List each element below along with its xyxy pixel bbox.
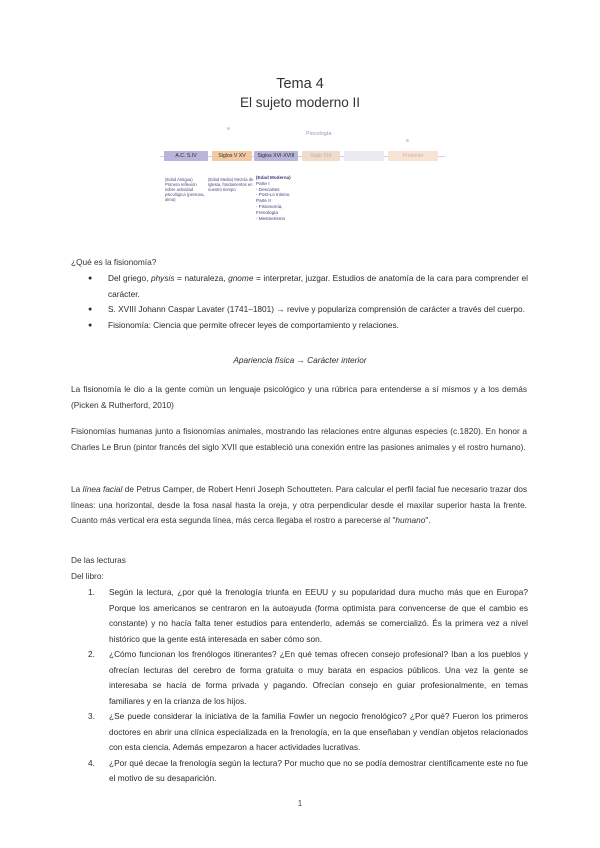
moderna-title: (Edad Moderna): [256, 175, 291, 180]
section-question: ¿Qué es la fisionomía?: [71, 257, 157, 267]
moderna-item: Parte I: [256, 180, 270, 186]
page-title: Tema 4: [276, 76, 324, 92]
moderna-item: - Mesmerismo: [256, 215, 286, 221]
bullet-item: ● Fisionomía: Ciencia que permite ofrecer leyes de comportamiento y relaciones.: [88, 318, 528, 334]
readings-heading: De las lecturas: [71, 555, 126, 565]
page-number: 1: [297, 799, 303, 808]
timeline-label-psicologia: Psicología: [306, 131, 332, 137]
moderna-item: Frenología: [256, 209, 278, 215]
paragraph-2: Fisionomías humanas junto a fisionomías animales, mostrando las relaciones entre algunas especies (c.1820). En honor a Charles Le Brun (pintor francés del siglo XVII que estableció una conexión entre las pasiones animales y el rostro humano).: [71, 426, 527, 452]
bullet-item: ● Del griego, physis = naturaleza, gnome = interpretar, juzgar. Estudios de anatomía de la cara para comprender el carácter.: [88, 271, 528, 302]
timeline-marker: [227, 127, 230, 130]
timeline-box-antigua: A.C. S.IV: [164, 151, 208, 161]
timeline-note-moderna: [256, 175, 316, 221]
page-subtitle: El sujeto moderno II: [239, 95, 361, 110]
bullet-item: ● S. XVIII Johann Caspar Lavater (1741–1801) → revive y populariza comprensión de carácter a través del cuerpo.: [88, 302, 528, 318]
timeline-diagram: [160, 125, 450, 235]
moderna-item: - Descartes: [256, 186, 280, 192]
numbered-list: [88, 585, 528, 787]
timeline-box-blank: [344, 151, 384, 161]
formula-line: Apariencia física → Carácter interior: [233, 355, 367, 365]
list-item: 1. Según la lectura, ¿por qué la frenología triunfa en EEUU y su popularidad dura mucho más que en Europa? Porque los americanos se centraron en la autoayuda (forma optimista para convencerse de que el cambio es constante) y no hacía falta tener estudios para entenderlo, además se comercializó. És la primera vez a nivel histórico que la gente está interesada en saber cómo son.: [88, 587, 528, 644]
timeline-note-media: (Edad Media) Mezcla de Iglesia, fondamentos en nuestro tiempo: [208, 177, 254, 192]
timeline-box-siglo-xix: Siglo XIX: [302, 151, 340, 161]
readings-subheading: Del libro:: [71, 571, 104, 581]
timeline-box-moderna: Siglos XVI-XVIII: [254, 151, 298, 161]
timeline-note-antigua: (Edad Antigua) Primera reflexión sobre actividad psicológica (persona, alma): [165, 177, 205, 202]
list-item: 4. ¿Por qué decae la frenología según la lectura? Por mucho que no se podía demostrar científicamente este no fue el motivo de su desaparición.: [88, 757, 528, 783]
paragraph-3: La línea facial de Petrus Camper, de Robert Henri Joseph Schoutteten. Para calcular el perfil facial fue necesario trazar dos líneas: una horizontal, desde la fosa nasal hasta la oreja, y otra perpendicular desde el maxilar superior hasta la frente. Cuanto más vertical era esta segunda línea, más cerca llegaba el rostro a parecerse al "humano".: [71, 484, 527, 525]
moderna-item: Parte II: [256, 198, 271, 204]
timeline-box-presente: Presente: [388, 151, 438, 161]
paragraph-1: La fisionomía le dio a la gente común un lenguaje psicológico y una rúbrica para entenderse a sí mismos y a los demás (Picken & Rutherford, 2010): [71, 384, 527, 410]
timeline-box-media: Siglos V XV: [212, 151, 252, 161]
moderna-item: - Fisionomía,: [256, 203, 283, 209]
list-item: 2. ¿Cómo funcionan los frenólogos itinerantes? ¿En qué temas ofrecen consejo profesional? Iban a los pueblos y ofrecían lecturas del cerebro de forma gratuita o muy barata en espacios públicos. Una vez la gente se interesaba se hacía de forma privada y pagando. Ofrecían consejo en guiar profesionalmente, en temas familiares y en la crianza de los hijos.: [88, 649, 528, 706]
moderna-item: - Post-Lo mismo: [256, 192, 290, 198]
timeline-marker: [406, 139, 409, 142]
bullet-list: [88, 271, 528, 333]
list-item: 3. ¿Se puede considerar la iniciativa de la familia Fowler un negocio frenológico? ¿Por qué? Fueron los primeros doctores en abrir una clínica especializada en la frenología, en la que enseñaban y vendían objetos relacionados con esta ciencia. Además empezaron a hacer actividades lucrativas.: [88, 711, 528, 752]
